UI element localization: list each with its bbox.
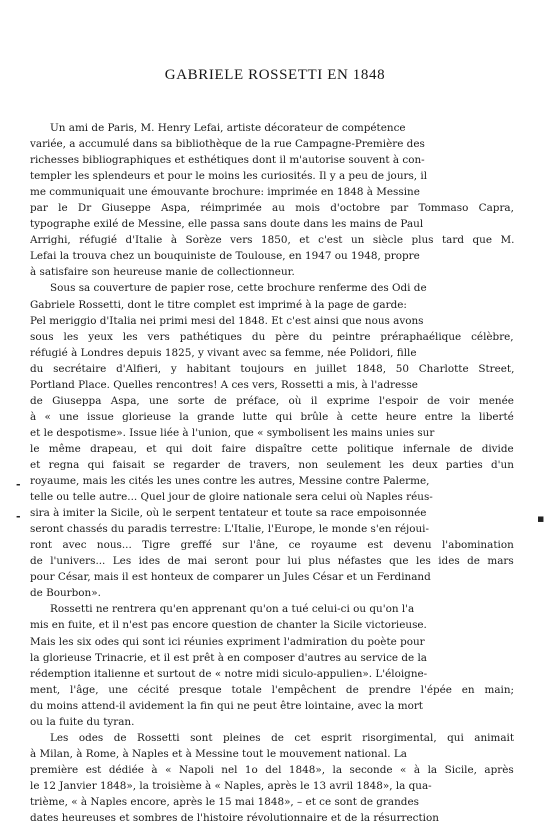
text-line: Pel meriggio d'Italia nei primi mesi del 1848. Et c'est ainsi que nous avons [30,314,424,327]
text-line: seront chassés du paradis terrestre: L'Italie, l'Europe, le monde s'en réjoui- [30,523,429,536]
text-line: sira à imiter la Sicile, où le serpent tentateur et toute sa race empoisonnée [30,507,427,520]
text-line: la glorieuse Trinacrie, et il est prêt à en composer d'autres au service de la [30,651,427,664]
text-line: du moins attend-il avidement la fin qui ne peut être lointaine, avec la mort [30,699,423,712]
text-line: de Bourbon». [30,587,101,600]
text-line: me communiquait une émouvante brochure: imprimée en 1848 à Messine [30,186,420,199]
text-line: Un ami de Paris, M. Henry Lefai, artiste décorateur de compétence [50,122,406,134]
text-line: de Giuseppa Aspa, une sorte de préface, où il exprime l'espoir de voir menée [30,394,514,407]
text-line: Lefai la trouva chez un bouquiniste de Toulouse, en 1947 ou 1948, propre [30,250,420,263]
page-title: GABRIELE ROSSETTI EN 1848 [164,67,386,83]
text-line: le 12 Janvier 1848», la troisième à « Naples, après le 13 avril 1848», la qua- [30,779,432,792]
text-line: Mais les six odes qui sont ici réunies expriment l'admiration du poète pour [30,635,425,648]
text-line: sous les yeux les vers pathétiques du père du peintre préraphaélique célèbre, [30,330,514,343]
text-line: à « une issue glorieuse la grande lutte qui brûle à cette heure entre la liberté [30,410,514,423]
text-line: à Milan, à Rome, à Naples et à Messine tout le mouvement national. La [30,747,407,760]
text-line: de l'univers... Les ides de mai seront pour lui plus néfastes que les ides de mars [30,555,514,568]
text-line: Les odes de Rossetti sont pleines de cet esprit risorgimental, qui animait [50,731,514,744]
text-line: trième, « à Naples encore, après le 15 mai 1848», – et ce sont de grandes [30,795,419,808]
text-line: à satisfaire son heureuse manie de collectionneur. [30,266,295,279]
text-line: le même drapeau, et qui doit faire dispaître cette politique infernale de divide [30,442,514,455]
text-line: variée, a accumulé dans sa bibliothèque de la rue Campagne-Première des [30,138,425,151]
text-line: typographe exilé de Messine, elle passa sans doute dans les mains de Paul [30,218,424,231]
text-line: pour César, mais il est honteux de comparer un Jules César et un Ferdinand [30,571,431,584]
text-line: richesses bibliographiques et esthétiques dont il m'autorise souvent à con- [30,154,425,167]
text-line: première est dédiée à « Napoli nel 1o del 1848», la seconde « à la Sicile, après [30,763,514,776]
text-line: telle ou telle autre... Quel jour de gloire nationale sera celui où Naples réus- [30,491,433,504]
text-line: rédemption italienne et surtout de « notre midi siculo-appulien». L'éloigne- [30,667,428,680]
text-line: dates heureuses et sombres de l'histoire révolutionnaire et de la résurrection [30,812,439,825]
body-text [30,120,514,826]
margin-mark: - [16,478,21,491]
text-line: Gabriele Rossetti, dont le titre complet est imprimé à la page de garde: [30,298,407,311]
text-line: réfugié à Londres depuis 1825, y vivant avec sa femme, née Polidori, fille [30,346,417,359]
text-line: ment, l'âge, une cécité presque totale l'empêchent de prendre l'épée en main; [30,683,514,696]
text-line: du secrétaire d'Alfieri, y habitant toujours en juillet 1848, 50 Charlotte Street, [30,362,514,375]
text-line: Arrighi, réfugié d'Italie à Sorèze vers 1850, et c'est un siècle plus tard que M. [30,234,514,247]
text-line: et regna qui faisait se regarder de travers, non seulement les deux parties d'un [30,458,514,471]
text-line: par le Dr Giuseppe Aspa, réimprimée au mois d'octobre par Tommaso Capra, [30,202,514,215]
text-line: Sous sa couverture de papier rose, cette brochure renferme des Odi de [50,282,427,295]
text-line: ront avec nous... Tigre greffé sur l'âne, ce royaume est devenu l'abomination [30,539,514,552]
margin-mark: - [16,510,21,523]
text-line: ou la fuite du tyran. [30,715,135,728]
text-line: mis en fuite, et il n'est pas encore question de chanter la Sicile victorieuse. [30,619,427,632]
margin-mark: ▪ [537,512,545,525]
text-line: Portland Place. Quelles rencontres! A ces vers, Rossetti a mis, à l'adresse [30,378,418,391]
text-line: Rossetti ne rentrera qu'en apprenant qu'on a tué celui-ci ou qu'on l'a [50,603,415,616]
text-line: royaume, mais les cités les unes contre les autres, Messine contre Palerme, [30,475,430,488]
text-line: et le despotisme». Issue liée à l'union, que « symbolisent les mains unies sur [30,426,435,439]
text-line: templer les splendeurs et pour le moins les curiosités. Il y a peu de jours, il [30,170,428,183]
